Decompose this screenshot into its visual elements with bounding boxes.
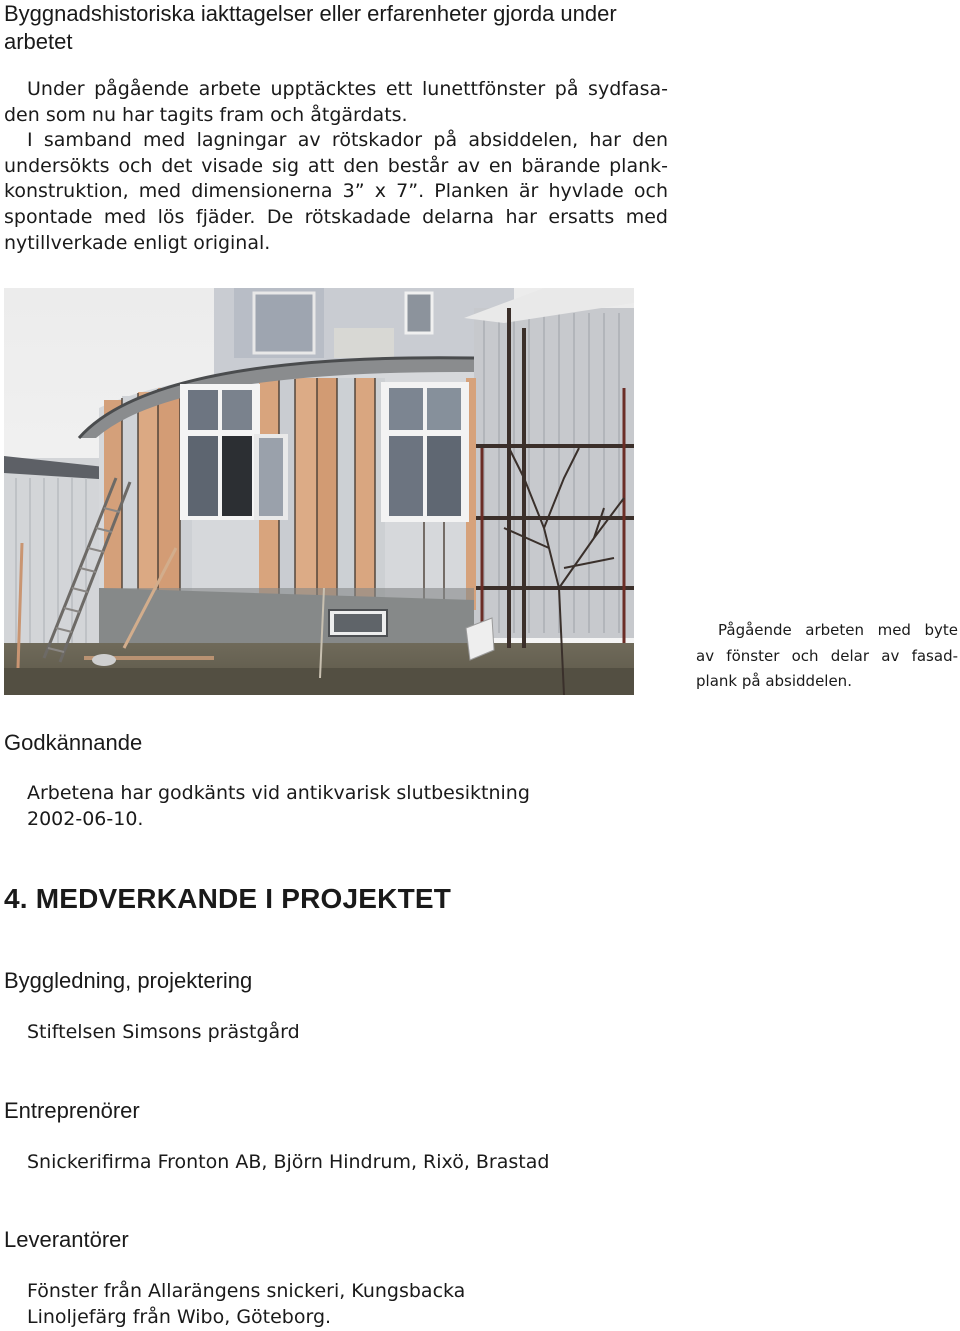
approval-heading: Godkännande [4, 730, 143, 755]
participant-line: Fönster från Allarängens snickeri, Kungsbacka [27, 1280, 466, 1302]
participant-line: Linoljefärg från Wibo, Göteborg. [27, 1305, 332, 1328]
paragraph-line: nytillverkade enligt original. [4, 231, 271, 254]
participant-line: Snickerifirma Fronton AB, Björn Hindrum, Rixö, Brastad [27, 1151, 550, 1173]
observations-paragraph [4, 77, 668, 256]
group-heading-byggledning: Byggledning, projektering [4, 968, 253, 993]
paragraph-line: konstruktion, med dimensionerna 3” x 7”. Planken är hyvlade och [4, 180, 668, 203]
paragraph-line: Under pågående arbete upptäcktes ett lunettfönster på sydfasa- [27, 78, 668, 100]
paragraph-line: I samband med lagningar av rötskador på absiddelen, har den [27, 129, 668, 152]
group-content-byggledning [27, 1020, 300, 1046]
paragraph-line: 2002-06-10. [27, 807, 144, 830]
section-title: 4. MEDVERKANDE I PROJEKTET [4, 883, 452, 914]
paragraph-line: den som nu har tagits fram och åtgärdats. [4, 103, 408, 126]
observations-heading-line: arbetet [4, 29, 73, 54]
caption-line: av fönster och delar av fasad- [696, 646, 958, 665]
caption-line: Pågående arbeten med byte [718, 621, 958, 639]
participant-line: Stiftelsen Simsons prästgård [27, 1021, 300, 1043]
group-heading-entreprenorer: Entreprenörer [4, 1098, 140, 1123]
caption-line: plank på absiddelen. [696, 672, 852, 690]
group-heading-leverantorer: Leverantörer [4, 1227, 129, 1252]
photo-caption [696, 618, 958, 695]
approval-paragraph [27, 781, 667, 832]
paragraph-line: undersökts och det visade sig att den består av en bärande plank- [4, 154, 668, 177]
observations-heading-line: Byggnadshistoriska iakttagelser eller erfarenheter gjorda under [4, 1, 617, 26]
apse-renovation-photo [4, 288, 634, 695]
group-content-leverantorer [27, 1279, 465, 1330]
observations-heading [4, 0, 617, 56]
group-content-entreprenorer [27, 1150, 549, 1176]
paragraph-line: spontade med lös fjäder. De rötskadade delarna har ersatts med [4, 205, 668, 228]
paragraph-line: Arbetena har godkänts vid antikvarisk slutbesiktning [27, 782, 530, 804]
